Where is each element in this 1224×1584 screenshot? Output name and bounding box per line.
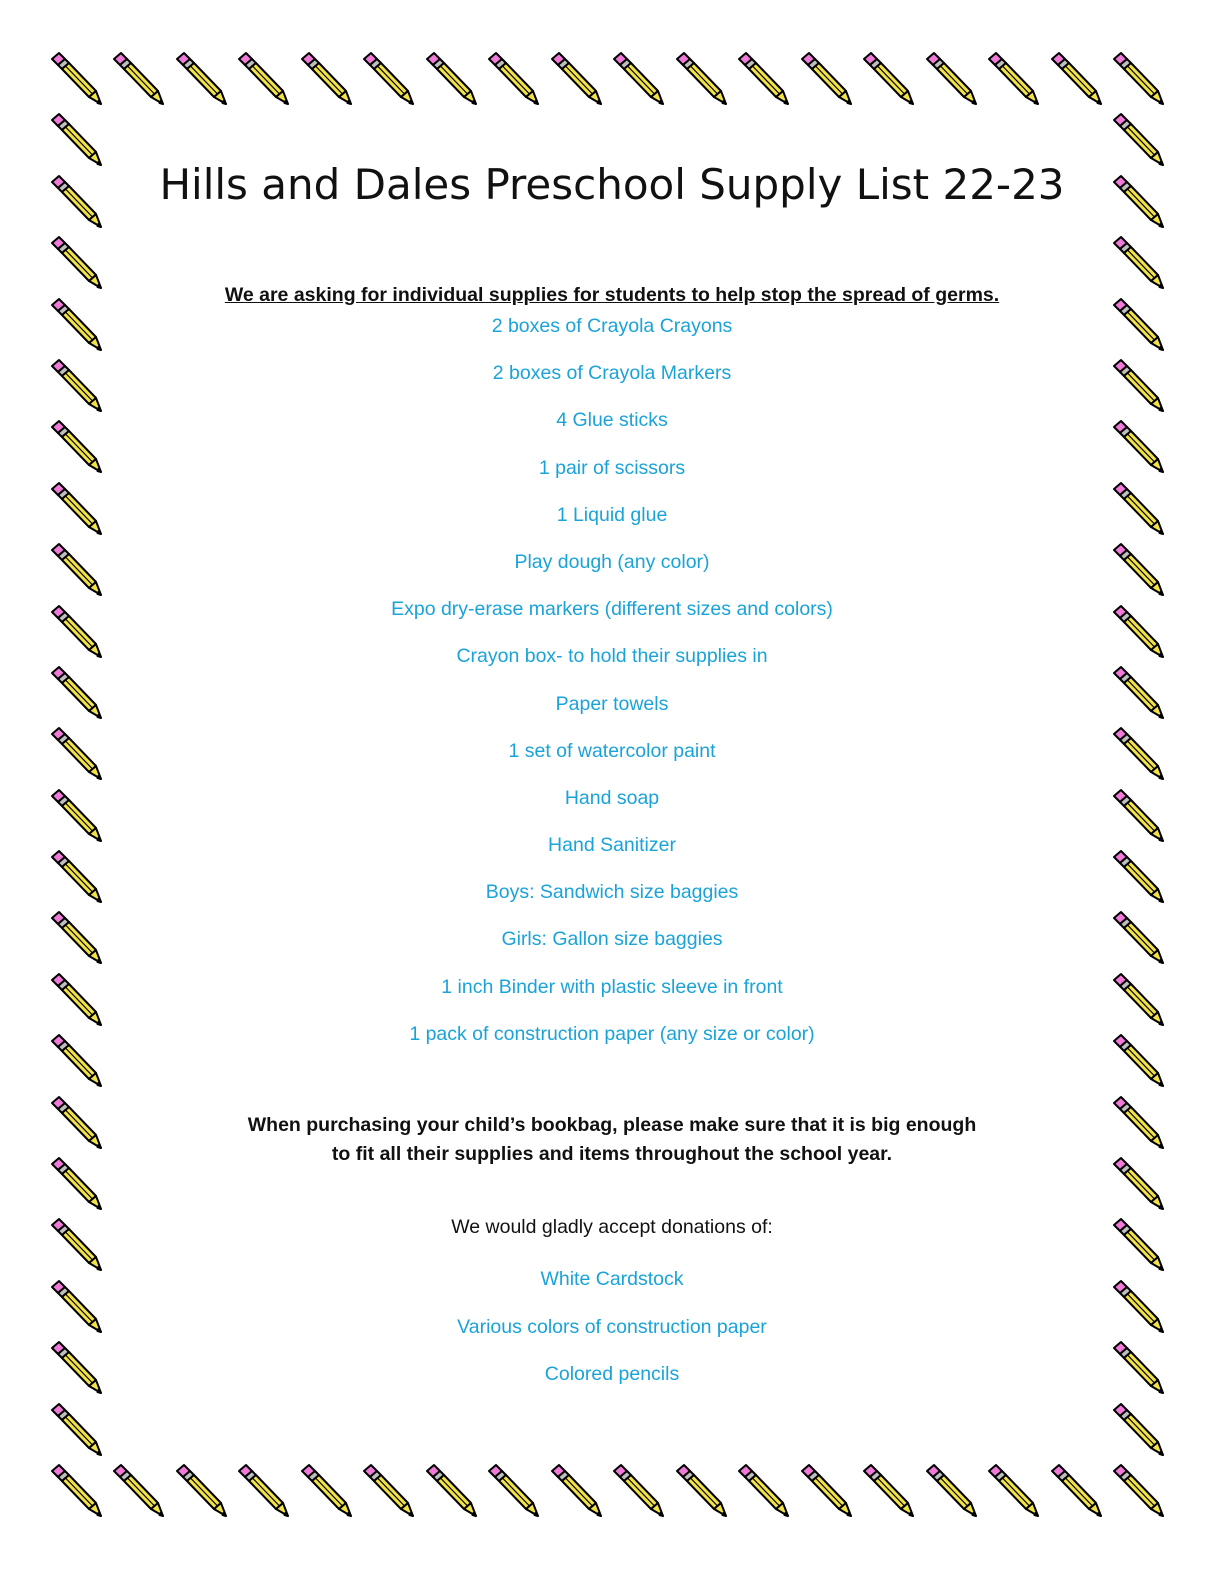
pencil-icon — [46, 1155, 110, 1219]
list-item: 1 Liquid glue — [556, 503, 668, 526]
list-item: 1 inch Binder with plastic sleeve in front — [441, 975, 783, 998]
pencil-icon — [1108, 296, 1172, 360]
content-area — [130, 0, 1094, 1584]
pencil-icon — [1108, 725, 1172, 789]
pencil-icon — [1108, 1462, 1172, 1526]
pencil-icon — [1108, 664, 1172, 728]
pencil-icon — [46, 1216, 110, 1280]
list-item: 1 pack of construction paper (any size or color) — [409, 1022, 815, 1045]
pencil-icon — [46, 1032, 110, 1096]
list-item: Colored pencils — [544, 1363, 680, 1385]
donations-heading: We would gladly accept donations of: — [451, 1216, 773, 1238]
list-item: Boys: Sandwich size baggies — [485, 881, 739, 904]
list-item: 1 set of watercolor paint — [508, 739, 716, 762]
list-item: Hand Sanitizer — [548, 834, 676, 857]
pencil-icon — [1108, 357, 1172, 421]
pencil-icon — [1108, 1155, 1172, 1219]
list-item: Paper towels — [555, 692, 669, 715]
list-item: 2 boxes of Crayola Markers — [492, 362, 732, 385]
pencil-icon — [1108, 234, 1172, 298]
bookbag-note-line-1: When purchasing your child’s bookbag, please make sure that it is big enough — [247, 1114, 977, 1136]
pencil-icon — [1108, 541, 1172, 605]
pencil-icon — [46, 1462, 110, 1526]
pencil-icon — [46, 418, 110, 482]
pencil-icon — [46, 909, 110, 973]
list-item: White Cardstock — [540, 1268, 684, 1290]
pencil-icon — [46, 603, 110, 667]
list-item: Various colors of construction paper — [457, 1315, 767, 1338]
pencil-icon — [46, 725, 110, 789]
pencil-icon — [1108, 971, 1172, 1035]
donation-list — [130, 1264, 1094, 1407]
pencil-icon — [1108, 173, 1172, 237]
list-item: 1 pair of scissors — [538, 456, 686, 479]
page-title: Hills and Dales Preschool Supply List 22-23 — [159, 160, 1065, 209]
pencil-icon — [1108, 787, 1172, 851]
list-item: Hand soap — [564, 786, 660, 809]
pencil-icon — [46, 1278, 110, 1342]
pencil-icon — [46, 664, 110, 728]
list-item: 4 Glue sticks — [556, 409, 668, 432]
pencil-icon — [1108, 1401, 1172, 1465]
pencil-icon — [46, 480, 110, 544]
list-item: Expo dry-erase markers (different sizes and colors) — [391, 598, 833, 621]
pencil-icon — [46, 541, 110, 605]
pencil-icon — [46, 787, 110, 851]
pencil-icon — [1108, 1216, 1172, 1280]
supply-list — [130, 311, 1094, 1066]
pencil-icon — [46, 234, 110, 298]
list-item: Play dough (any color) — [514, 550, 710, 573]
pencil-icon — [1108, 111, 1172, 175]
pencil-icon — [1108, 909, 1172, 973]
pencil-icon — [1108, 50, 1172, 114]
pencil-icon — [1108, 1032, 1172, 1096]
pencil-icon — [46, 848, 110, 912]
pencil-icon — [1108, 480, 1172, 544]
pencil-icon — [46, 173, 110, 237]
list-item: Girls: Gallon size baggies — [501, 928, 723, 951]
pencil-icon — [46, 971, 110, 1035]
pencil-icon — [46, 1401, 110, 1465]
list-item: 2 boxes of Crayola Crayons — [491, 315, 733, 337]
pencil-icon — [46, 357, 110, 421]
pencil-icon — [1108, 1278, 1172, 1342]
pencil-icon — [1108, 848, 1172, 912]
pencil-icon — [46, 1339, 110, 1403]
pencil-icon — [46, 50, 110, 114]
pencil-icon — [46, 1094, 110, 1158]
pencil-icon — [1108, 418, 1172, 482]
pencil-icon — [1108, 1339, 1172, 1403]
pencil-icon — [46, 111, 110, 175]
pencil-icon — [46, 296, 110, 360]
bookbag-note — [130, 1111, 1094, 1169]
pencil-icon — [1108, 603, 1172, 667]
bookbag-note-line-2: to fit all their supplies and items throughout the school year. — [331, 1143, 893, 1165]
pencil-icon — [1108, 1094, 1172, 1158]
list-item: Crayon box- to hold their supplies in — [456, 645, 768, 668]
intro-text: We are asking for individual supplies for students to help stop the spread of germs. — [224, 284, 1000, 306]
